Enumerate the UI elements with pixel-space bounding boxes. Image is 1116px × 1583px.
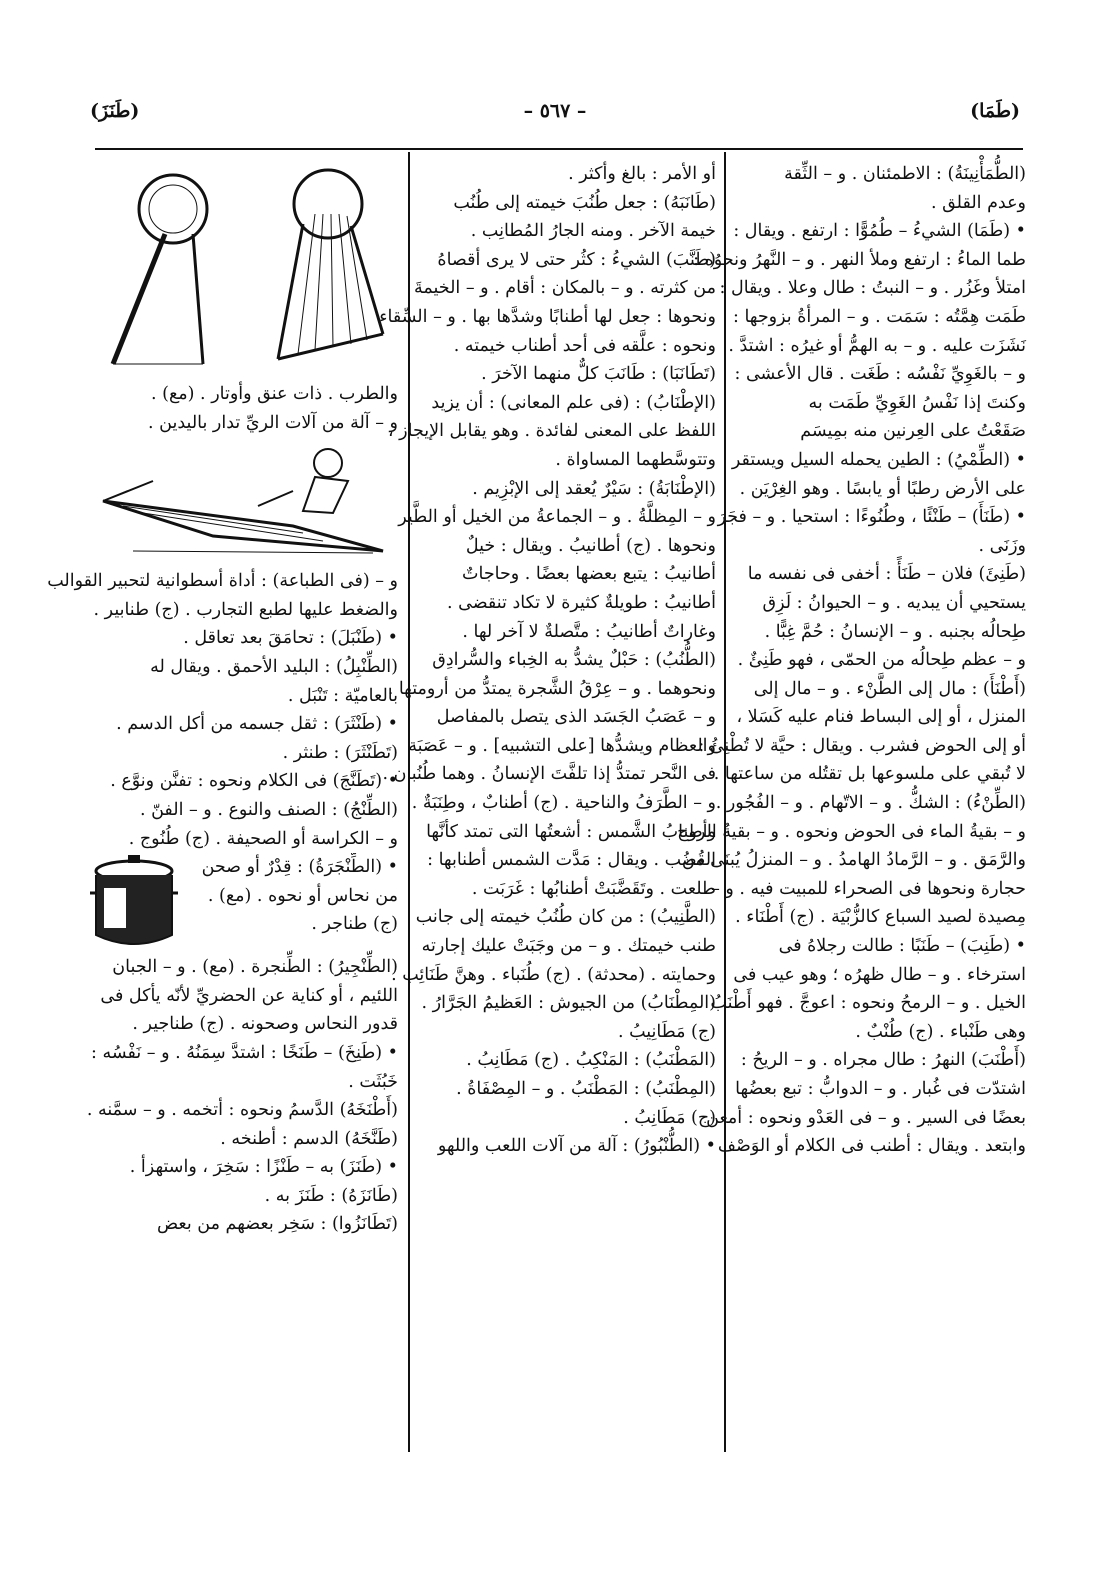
- entry-line: وكنتَ إذا نَفْسُ الغَوِيِّ طَمَت به: [808, 392, 1026, 413]
- entry-line: طما الماءُ : ارتفع وملأ النهر . و – النَّهرُ ونحوُه :: [693, 249, 1026, 270]
- column-left: [47, 160, 398, 1239]
- entry-line: (تَطَانَزُوا) : سَخِر بعضهم من بعض: [156, 1214, 398, 1235]
- column-right: [677, 160, 1026, 1161]
- column-divider-left: [408, 152, 410, 1452]
- entry-line: (أَطْنَبَ) النهرُ : طال مجراه . و – الريحُ :: [740, 1050, 1026, 1071]
- entry-line: بعضًا فى السير . و – فى العَدْو ونحوه : أمعن: [706, 1107, 1026, 1128]
- entry-line: ونحوهما . و – عِرْقُ الشَّجرة يمتدُّ من أرومتها .: [387, 678, 716, 699]
- entry-line: وزَنَى .: [978, 535, 1026, 556]
- entry-line: ونحوها : جعل لها أطنابًا وشدَّها بها . و – السِّقاء: [379, 306, 716, 327]
- column-middle: [379, 160, 716, 1161]
- entry-line: (الإطْنَابَةُ) : سَيْرٌ يُعقد إلى الإبْزِيم .: [472, 478, 716, 499]
- entry-line: لا تُبقي على ملسوعها بل تقتُله من ساعتها .: [713, 764, 1026, 785]
- entry-line: (طَنِئَ) فلان – طَنَأً : أخفى فى نفسه ما: [747, 564, 1026, 585]
- entry-line: وابتعد . ويقال : أطنب فى الكلام أو الوَصْف: [717, 1136, 1026, 1157]
- tanbur-illustration: [88, 164, 398, 374]
- entry-line: والضغط عليها لطبع التجارب . (ج) طنابير .: [93, 599, 398, 620]
- entry-line: (المَطْنَبُ) : المَنْكِبُ . (ج) مَطَانِبُ .: [466, 1050, 716, 1071]
- entry-line: من كثرته . و – بالمكان : أقام . و – الخيمةَ: [414, 278, 716, 299]
- entry-line: وحمايته . (محدثة) . (ج) طُنَباء . وهنَّ طَنَائِب .: [391, 964, 716, 985]
- entry-line: و – (فى الطباعة) : أداة أسطوانية لتحبير القوالب: [47, 571, 398, 592]
- waterwheel-illustration: [88, 441, 398, 561]
- entry-line: • (طَنِبَ) – طَنَبًا : طالت رجلاهُ فى: [778, 936, 1026, 957]
- entry-line: بالعاميّة : تَنْبَل .: [287, 685, 398, 706]
- entry-line: المنزل ، أو إلى البساط فنام عليه كَسَلا ،: [736, 707, 1026, 728]
- entry-line: (أَطْنَخَهُ) الدَّسمُ ونحوه : أتخمه . و – سمَّنه .: [86, 1100, 398, 1121]
- entry-line: (ج) مَطَانِيبُ .: [617, 1021, 716, 1042]
- entry-line: • (طَنْبَلَ) : تحامَقَ بعد تعاقل .: [183, 628, 398, 649]
- entry-line: (طَانَبَهُ) : جعل طُنُبَ خيمته إلى طُنُب: [453, 192, 716, 213]
- entry-line: (طَنَّبَ) الشيءُ : كثُر حتى لا يرى أقصاهُ: [437, 249, 716, 270]
- entry-line: حجارة ونحوها فى الصحراء للمبيت فيه . و –: [711, 878, 1026, 899]
- entry-line: • (طَمَا) الشيءُ – طُمُوًّا : ارتفع . ويقال :: [733, 221, 1026, 242]
- entry-line: • (تَطَنَّجَ) فى الكلام ونحوه : تفنَّن ونوَّع .: [110, 771, 398, 792]
- entry-line: طلعت . وتَقَضَّبَتْ أطنابُها : غَرَبَت .: [471, 878, 716, 899]
- entry-line: ونحوه : علَّقه فى أحد أطناب خيمته .: [453, 335, 716, 356]
- entry-line: وهى طَنْباء . (ج) طُنْبٌ .: [855, 1021, 1026, 1042]
- entry-line: أطانيبُ : يتبع بعضها بعضًا . وحاجاتٌ: [462, 564, 716, 585]
- page-header: [90, 100, 1020, 140]
- entry-line: (الطِّنْءُ) : الشكُّ . و – الاتّهام . و – الفُجُور .: [715, 793, 1026, 814]
- entry-line: و – عَصَبُ الجَسَد الذى يتصل بالمفاصل: [436, 707, 716, 728]
- entry-line: قدور النحاس وصحونه . (ج) طناجير .: [132, 1014, 398, 1035]
- header-last-word: (طَنَزَ): [90, 100, 140, 122]
- entry-line: القُضُب . ويقال : مَدَّت الشمس أطنابها :: [427, 850, 716, 871]
- entry-line: أو إلى الحوض فشرب . ويقال : حيَّة لا تُطْنِئُ :: [698, 735, 1026, 756]
- entry-line: (الطِّنْجُ) : الصنف والنوع . و – الفنّ .: [139, 799, 398, 820]
- entry-line: • (طَنَزَ) به – طَنْزًا : سَخِرَ ، واستهزأ .: [129, 1157, 398, 1178]
- entry-line: امتلأ وغَزُر . و – النبتُ : طال وعلا . ويقال :: [719, 278, 1026, 299]
- entry-line: أطانيبُ : طويلةٌ كثيرة لا تكاد تنقضى .: [447, 592, 716, 613]
- entry-line: وعدم القلق .: [930, 192, 1026, 213]
- entry-line: (الإطْنَابُ) : (فى علم المعانى) : أن يزيد: [431, 392, 716, 413]
- entry-line: من نحاس أو نحوه . (مع) .: [207, 885, 398, 906]
- entry-line: (أَطْنَأَ) : مال إلى الطَّنْء . و – مال إلى: [753, 678, 1026, 699]
- entry-line: خيمة الآخر . ومنه الجارُ المُطانِب .: [470, 221, 716, 242]
- header-first-word: (طَمَا): [970, 100, 1020, 122]
- entry-line: (الطِّنْجِيرُ) : الطِّنجرة . (مع) . و – الجبان: [112, 957, 398, 978]
- entry-line: خَبُثَت .: [348, 1071, 398, 1092]
- entry-line: أو الأمر : بالغ وأكثر .: [568, 164, 716, 184]
- entry-line: • (طَنَأَ) – طَنْئًا ، وطُنُوءًا : استحيا . و – فجَرَ: [717, 507, 1026, 528]
- entry-line: اللفظ على المعنى لفائدة . وهو يقابل الإيجاز ،: [387, 421, 716, 442]
- entry-line: الخيل . و – الرمحُ ونحوه : اعوجَّ . فهو أَطْنَبُ: [710, 993, 1026, 1014]
- entry-line: طَمَت هِمَّتُه : سَمَت . و – المرأةُ بزوجها :: [732, 306, 1026, 327]
- page-number: – ٥٦٧ –: [523, 100, 587, 122]
- entry-line: و – الطَّرَفُ والناحية . (ج) أطنابٌ ، وطِنَبَةٌ .: [411, 793, 716, 814]
- entry-line: و – بقيةُ الماء فى الحوض ونحوه . و – بقيةُ الروح: [677, 821, 1026, 842]
- entry-line: • (الطُّنْبُورُ) : آلة من آلات اللعب واللهو: [437, 1136, 716, 1157]
- entry-line: والرَّمَق . و – الرَّمادُ الهامدُ . و – المنزلُ يُبنَى من: [681, 850, 1026, 871]
- entry-line: ونحوها . (ج) أطانيبُ . ويقال : خيلٌ: [465, 535, 716, 556]
- entry-line: (الطَّنِيبُ) : من كان طُنُبُ خيمته إلى جانب: [415, 907, 716, 928]
- entry-line: (المِطْنَابُ) من الجيوش : العَظيمُ الجَرَّارُ .: [421, 993, 716, 1014]
- entry-line: على الأرض رطبًا أو يابسًا . وهو الغِرْيَن .: [739, 478, 1026, 499]
- entry-line: والطرب . ذات عنق وأوتار . (مع) .: [151, 384, 398, 404]
- entry-line: (ج) طناجر .: [311, 914, 398, 935]
- entry-line: (الطُّمَأْنِينَةُ) : الاطمئنان . و – الثِّقة: [784, 164, 1026, 184]
- entry-line: وأطنابُ الشَّمس : أشعتُها التى تمتد كأنَّها: [426, 821, 716, 842]
- entry-line: • (طَنِخَ) – طَنَخًا : اشتدَّ سِمَنُهُ . و – نَفْسُه :: [91, 1042, 398, 1063]
- tanjara-pot-illustration: [88, 853, 180, 953]
- entry-line: وغاراتٌ أطانيبُ : متَّصلةٌ لا آخر لها .: [462, 621, 716, 642]
- entry-line: (الطُّنُبُ) : حَبْلٌ يشدُّ به الخِباء والسُّرادِق: [432, 650, 716, 671]
- entry-line: وتتوسَّطهما المساواة .: [555, 449, 716, 470]
- entry-line: و – بالغَوِيِّ نَفْسُه : طَغَت . قال الأعشى :: [734, 364, 1026, 385]
- entry-line: • (طَنْثَرَ) : ثقل جسمه من أكل الدسم .: [116, 714, 398, 735]
- entry-line: و – الكراسة أو الصحيفة . (ج) طُنُوج .: [128, 828, 398, 849]
- entry-line: • (الطِّمْيُ) : الطين يحمله السيل ويستقر: [731, 449, 1026, 470]
- entry-line: و – المِظلَّةُ . و – الجماعةُ من الخيل أو الطَّير: [398, 507, 716, 528]
- entry-line: (طَانَزَهُ) : طَنَزَ به .: [264, 1185, 398, 1206]
- entry-line: صَقَعْتُ على العِرنين منه بمِيسَم: [800, 421, 1026, 442]
- entry-line: (الطِّنْبِلُ) : البليد الأحمق . ويقال له: [150, 656, 398, 677]
- entry-line: فى النَّحر تمتدُّ إذا تلفَّتَ الإنسانُ . وهما طُنُبان .: [382, 764, 716, 785]
- entry-line: اشتدّت فى غُبار . و – الدوابُّ : تبع بعضُها: [735, 1079, 1026, 1099]
- entry-line: يستحيي أن يبديه . و – الحيوانُ : لَزِق: [762, 592, 1026, 613]
- entry-line: اللئيم ، أو كناية عن الحضريِّ لأنّه يأكل فى: [100, 985, 398, 1006]
- entry-line: و – آلة من آلات الريِّ تدار باليدين .: [148, 412, 398, 433]
- entry-line: (تَطَانَبَا) : طَانَبَ كلٌّ منهما الآخرَ .: [481, 364, 716, 385]
- entry-line: والعظام ويشدُّها [على التشبيه] . و – عَصَبَة: [408, 735, 716, 756]
- entry-line: استرخاء . و – طال ظهرُه ؛ وهو عيب فى: [733, 964, 1026, 985]
- entry-line: (ج) مَطَانِبُ .: [623, 1107, 716, 1128]
- entry-line: طِحالُه بجنبه . و – الإنسانُ : حُمَّ غِبًّا .: [764, 621, 1026, 642]
- entry-line: طنب خيمتك . و – من وجَبَتْ عليك إجارته: [421, 936, 716, 957]
- header-rule: [95, 148, 1023, 150]
- entry-line: و – عظم طِحالُه من الحمّى ، فهو طَنِئٌ .: [737, 650, 1026, 671]
- entry-line: نَشَزَت عليه . و – به الهمُّ أو غيرُه : اشتدَّ .: [728, 335, 1026, 356]
- entry-line: (طَنَّخَهُ) الدسم : أطنخه .: [220, 1128, 398, 1149]
- entry-line: مِصيدة لصيد السباع كالزُّبْيَة . (ج) أَطْنَاء .: [735, 907, 1026, 928]
- entry-line: • (الطِّنْجَرَةُ) : قِدْرٌ أو صحن: [201, 857, 398, 878]
- entry-line: (تَطَنْثَرَ) : طنثر .: [282, 742, 398, 763]
- entry-line: (المِطْنَبُ) : المَطْنَبُ . و – المِصْفَاةُ .: [456, 1079, 716, 1099]
